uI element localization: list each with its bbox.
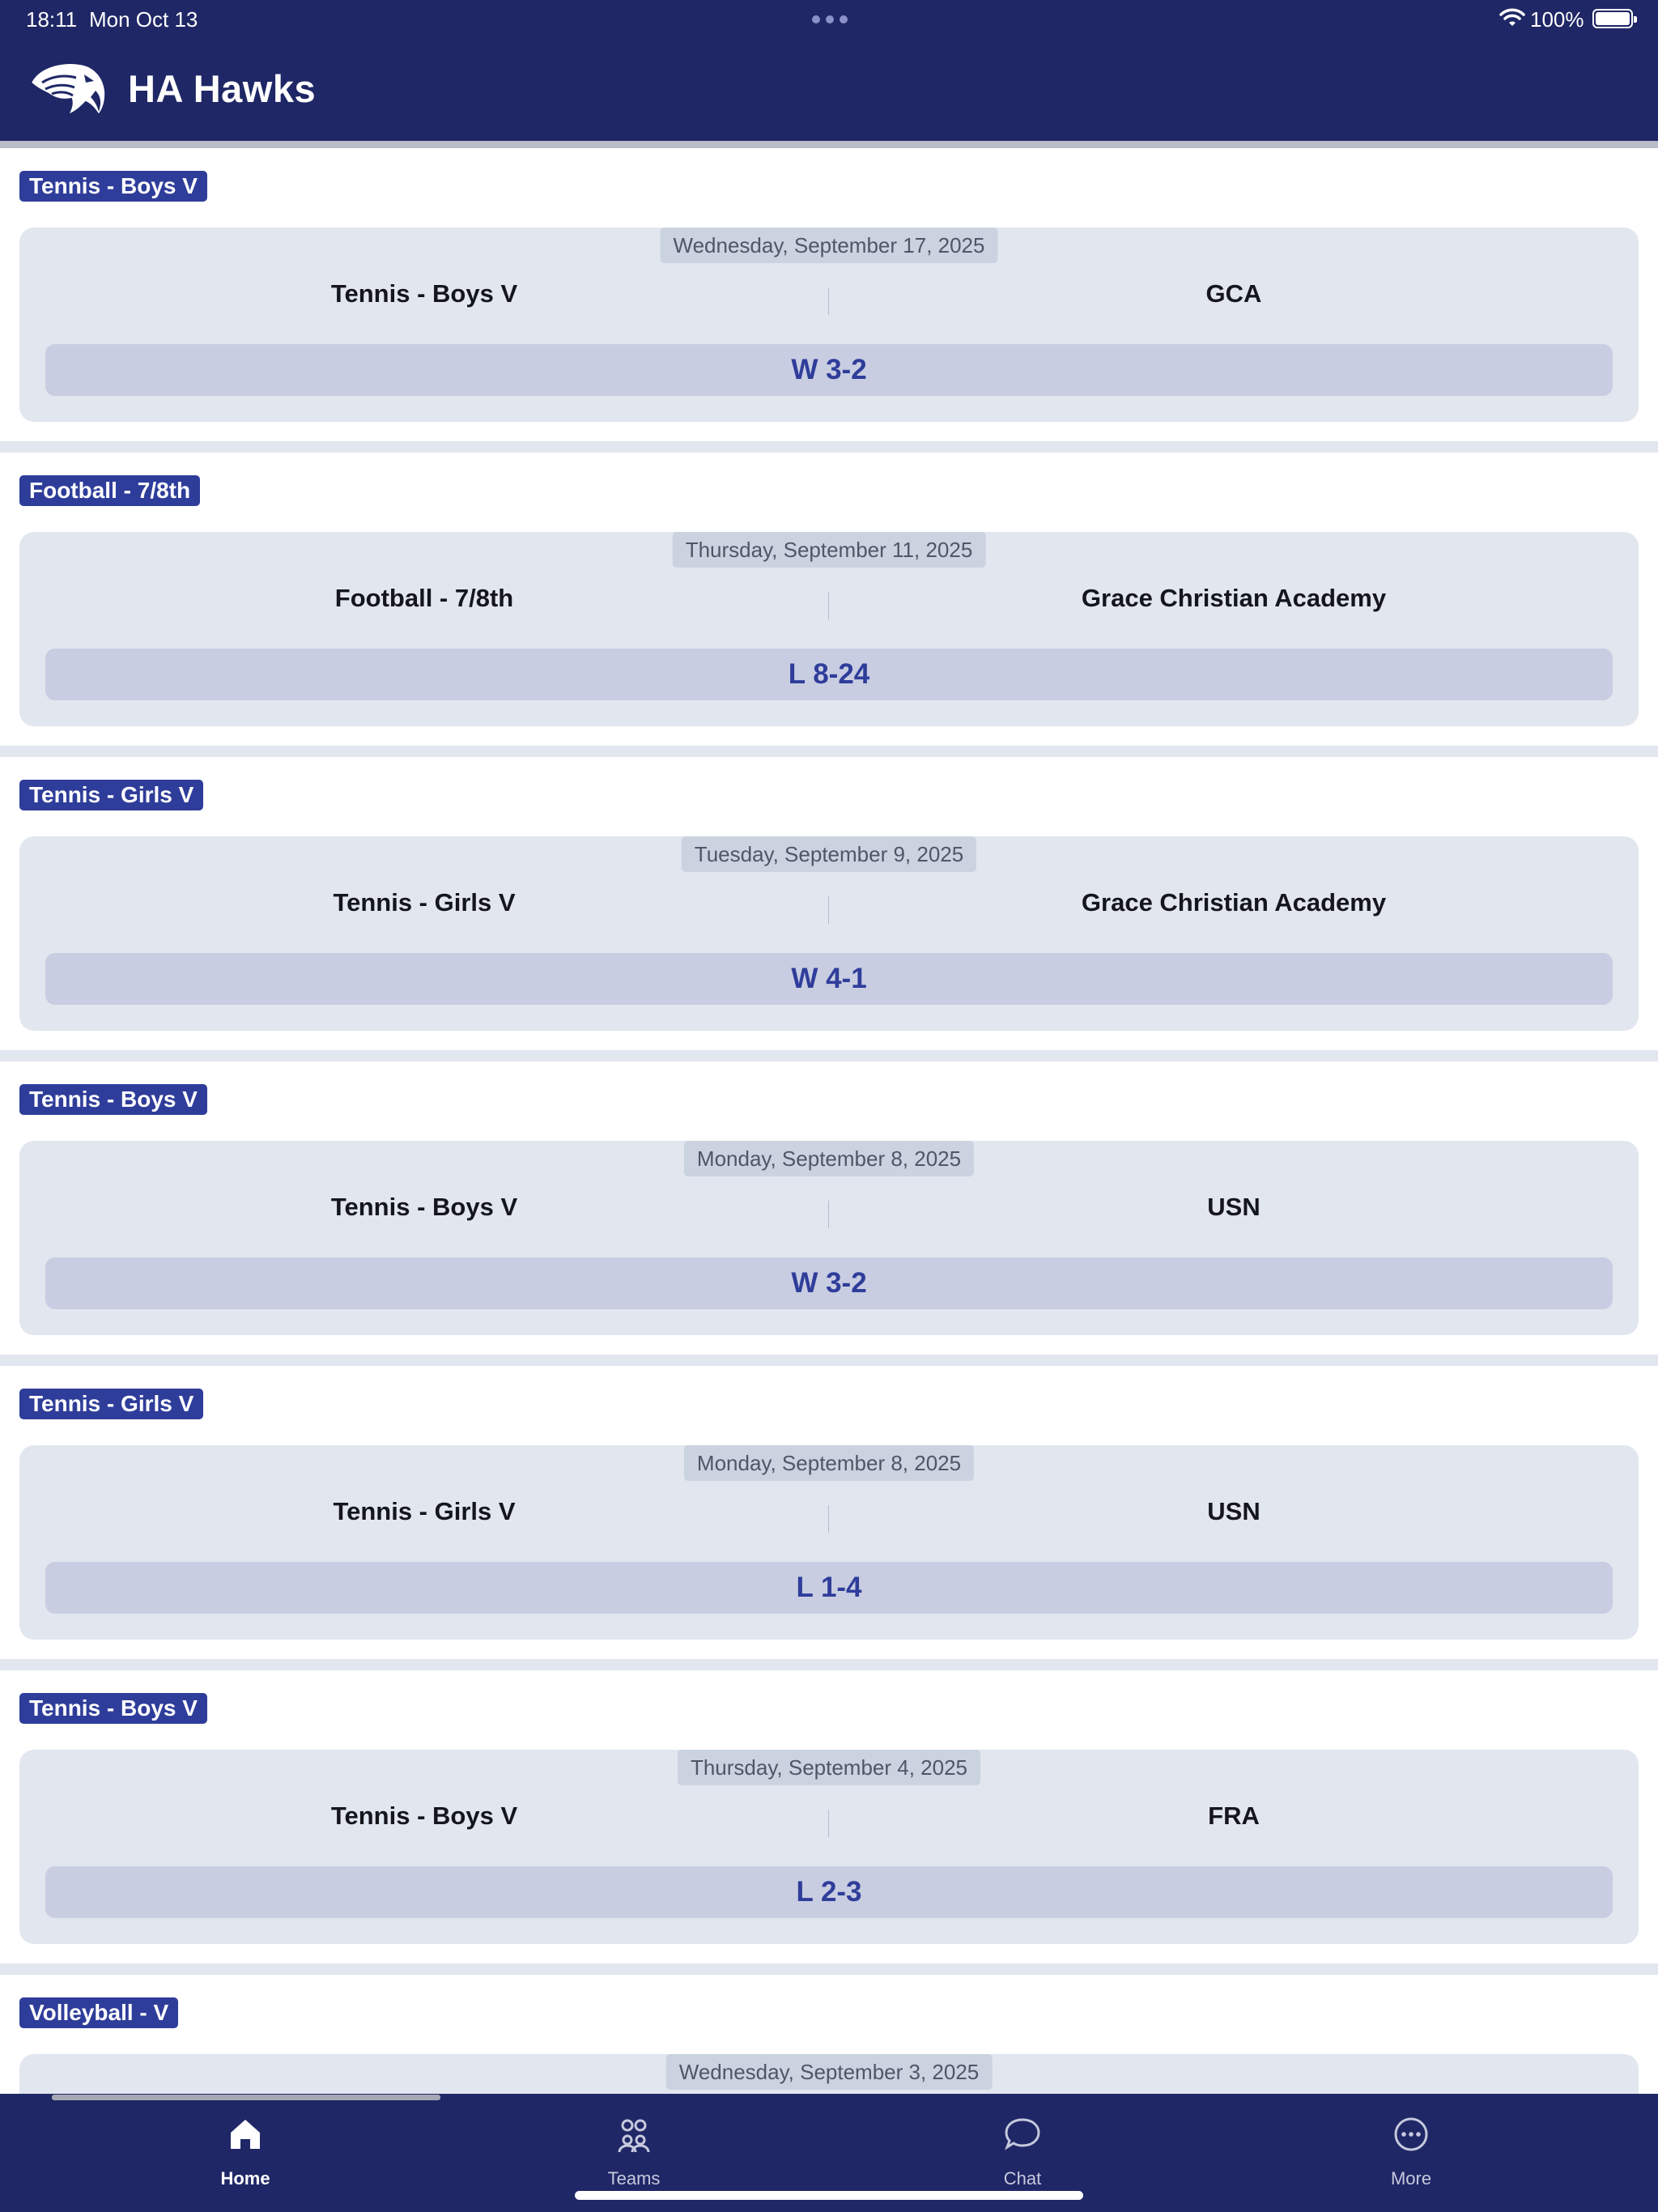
away-team: Grace Christian Academy xyxy=(1081,888,1387,917)
game-result: L 2-3 xyxy=(45,1866,1613,1918)
scroll-indicator xyxy=(52,2095,440,2100)
tab-label: More xyxy=(1390,2168,1432,2189)
tab-label: Teams xyxy=(607,2168,661,2189)
game-result: W 3-2 xyxy=(45,344,1613,396)
team-tag[interactable]: Tennis - Boys V xyxy=(19,1693,207,1724)
home-team: Football - 7/8th xyxy=(334,584,514,612)
tab-label: Home xyxy=(220,2168,270,2189)
game-date: Monday, September 8, 2025 xyxy=(684,1445,974,1481)
team-tag[interactable]: Volleyball - V xyxy=(19,1997,178,2028)
tab-more[interactable] xyxy=(1322,2094,1500,2212)
team-tag[interactable]: Tennis - Boys V xyxy=(19,171,207,202)
home-icon xyxy=(226,2115,265,2154)
team-tag[interactable]: Football - 7/8th xyxy=(19,475,200,506)
home-team: Tennis - Boys V xyxy=(330,1193,518,1221)
game-section xyxy=(0,1670,1658,1963)
home-indicator[interactable] xyxy=(575,2191,1083,2200)
game-section xyxy=(0,757,1658,1050)
game-date: Monday, September 8, 2025 xyxy=(684,1141,974,1176)
away-team: USN xyxy=(1207,1193,1261,1221)
wifi-icon xyxy=(1499,8,1525,28)
game-date: Wednesday, September 17, 2025 xyxy=(661,228,998,263)
battery-icon xyxy=(1592,9,1633,28)
app-header xyxy=(0,0,1658,144)
home-team: Tennis - Girls V xyxy=(333,888,516,917)
away-team: GCA xyxy=(1205,279,1262,308)
header-divider xyxy=(0,141,1658,148)
game-card[interactable] xyxy=(19,1750,1639,1944)
game-card[interactable] xyxy=(19,1445,1639,1640)
game-section xyxy=(0,148,1658,441)
status-date: Mon Oct 13 xyxy=(89,7,198,32)
multitasking-dots-icon[interactable] xyxy=(812,15,848,23)
game-section xyxy=(0,453,1658,746)
tab-home[interactable] xyxy=(156,2094,334,2212)
page-title: HA Hawks xyxy=(128,67,317,110)
away-team: Grace Christian Academy xyxy=(1081,584,1387,612)
game-date: Thursday, September 4, 2025 xyxy=(678,1750,980,1785)
home-team: Tennis - Boys V xyxy=(330,279,518,308)
home-team: Tennis - Girls V xyxy=(333,1497,516,1525)
game-section xyxy=(0,1061,1658,1355)
game-result: L 8-24 xyxy=(45,649,1613,700)
more-icon xyxy=(1392,2115,1431,2154)
teams-icon xyxy=(614,2115,653,2154)
team-tag[interactable]: Tennis - Girls V xyxy=(19,1389,203,1419)
team-tag[interactable]: Tennis - Girls V xyxy=(19,780,203,810)
game-result: L 1-4 xyxy=(45,1562,1613,1614)
game-date: Thursday, September 11, 2025 xyxy=(673,532,986,568)
home-team: Tennis - Boys V xyxy=(330,1802,518,1830)
game-date: Tuesday, September 9, 2025 xyxy=(682,836,976,872)
chat-icon xyxy=(1003,2115,1042,2154)
game-card[interactable] xyxy=(19,1141,1639,1335)
game-card[interactable] xyxy=(19,228,1639,422)
game-result: W 3-2 xyxy=(45,1257,1613,1309)
team-tag[interactable]: Tennis - Boys V xyxy=(19,1084,207,1115)
away-team: USN xyxy=(1207,1497,1261,1525)
tab-label: Chat xyxy=(1003,2168,1042,2189)
game-date: Wednesday, September 3, 2025 xyxy=(666,2054,993,2090)
game-result: W 4-1 xyxy=(45,953,1613,1005)
hawk-logo-icon xyxy=(28,58,107,123)
game-section xyxy=(0,1366,1658,1659)
game-card[interactable] xyxy=(19,532,1639,726)
away-team: FRA xyxy=(1208,1802,1260,1830)
status-time: 18:11 xyxy=(26,7,78,32)
battery-percent: 100% xyxy=(1530,7,1584,32)
game-card[interactable] xyxy=(19,836,1639,1031)
